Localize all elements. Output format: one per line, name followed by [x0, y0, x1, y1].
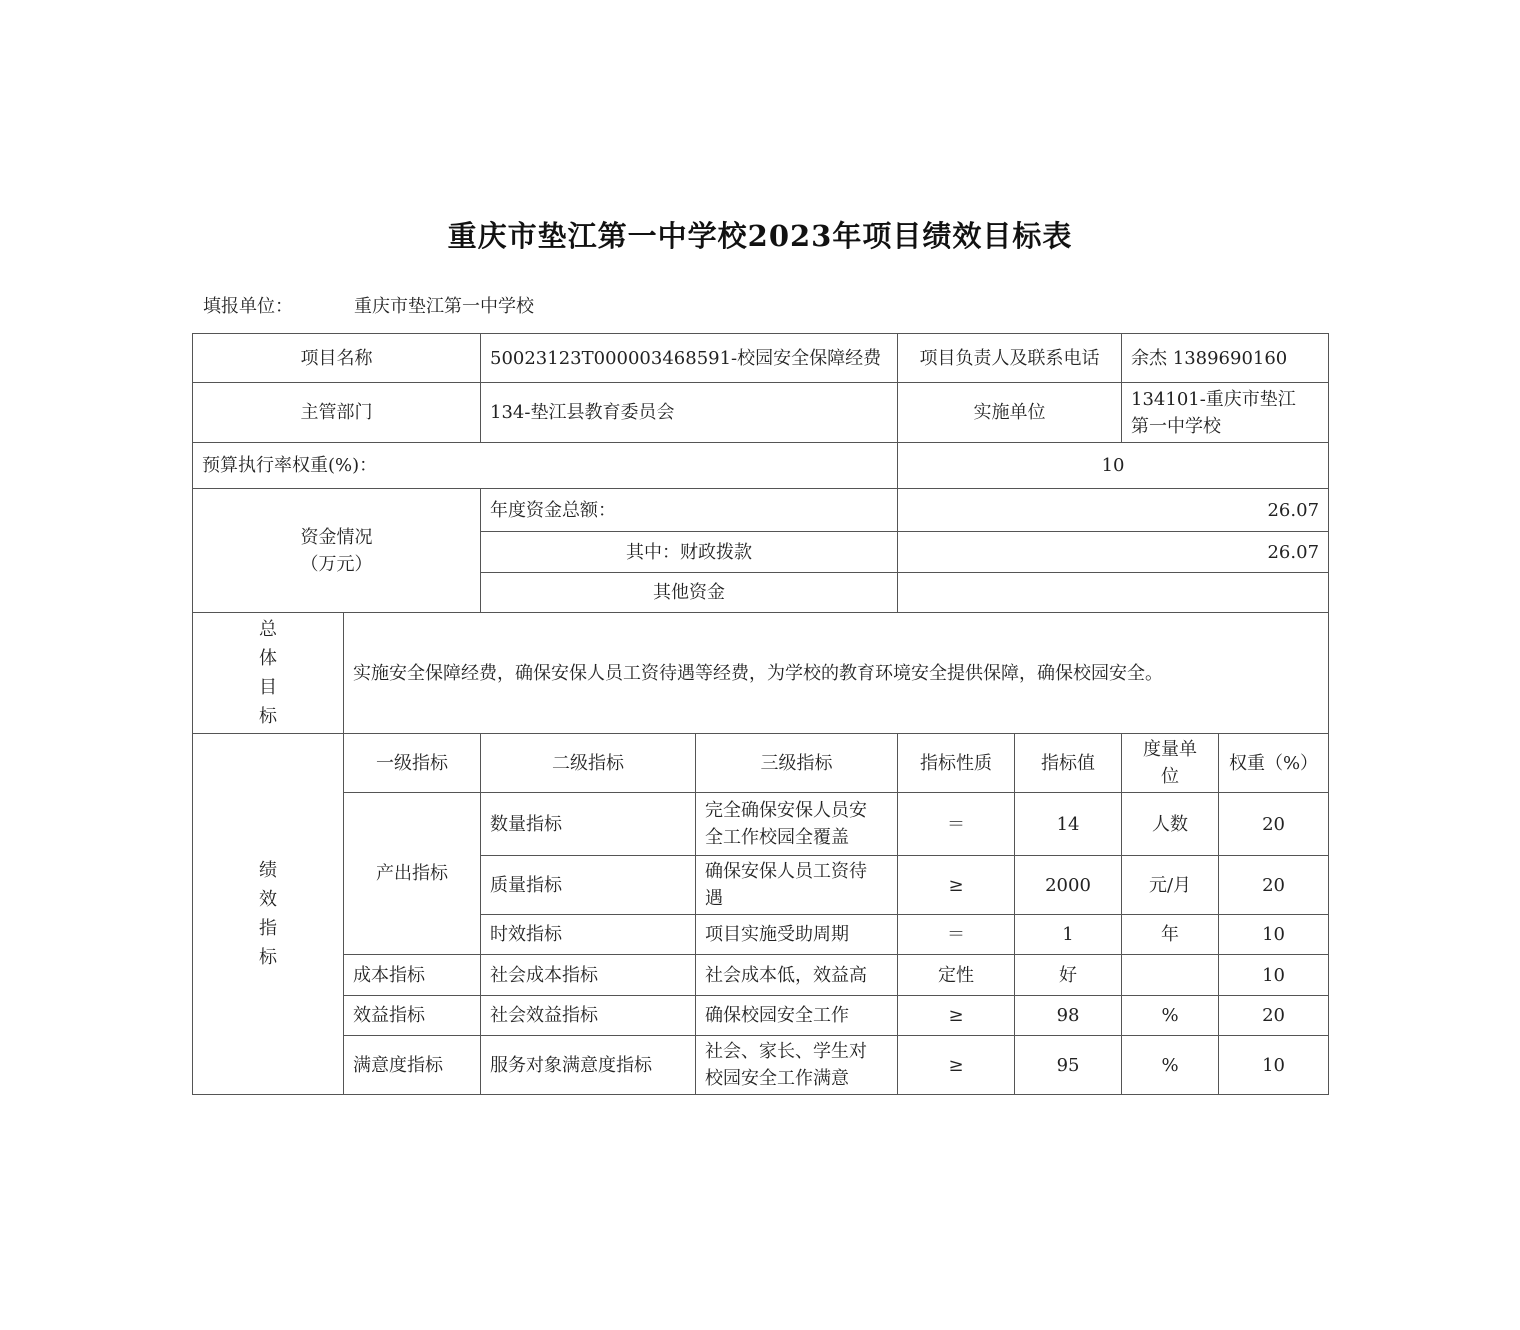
weight-cell: 20 — [1219, 856, 1329, 915]
level3-cell — [696, 856, 898, 915]
indicators-char: 标 — [259, 947, 277, 968]
performance-table — [192, 333, 1329, 1095]
department-row — [193, 383, 1329, 443]
table-row — [193, 1036, 1329, 1095]
funds-fiscal-value: 26.07 — [898, 532, 1329, 573]
page-title: 重庆市垫江第一中学校2023年项目绩效目标表 — [447, 219, 1073, 253]
project-contact-value: 余杰 1389690160 — [1122, 334, 1329, 383]
level2-cell: 服务对象满意度指标 — [481, 1036, 696, 1095]
fill-unit-value: 重庆市垫江第一中学校 — [354, 296, 534, 317]
unit-cell: 元/月 — [1122, 856, 1219, 915]
overall-goal-char: 总 — [259, 619, 277, 640]
header-unit-line1: 度量单 — [1143, 739, 1198, 760]
header-unit-line2: 位 — [1161, 766, 1180, 787]
project-name-label: 项目名称 — [193, 334, 481, 383]
weight-cell: 10 — [1219, 955, 1329, 996]
impl-unit-value-line1: 134101-重庆市垫江 — [1131, 388, 1296, 410]
unit-cell — [1122, 955, 1219, 996]
budget-weight-row — [193, 443, 1329, 489]
indicators-label — [193, 734, 344, 1095]
overall-goal-char: 体 — [259, 648, 277, 669]
header-value: 指标值 — [1015, 734, 1122, 793]
unit-cell: % — [1122, 1036, 1219, 1095]
impl-unit-value-line2: 第一中学校 — [1131, 415, 1222, 437]
nature-cell: ＝ — [898, 793, 1015, 856]
table-row — [193, 793, 1329, 856]
funds-other-value — [898, 573, 1329, 613]
level3-line2: 全工作校园全覆盖 — [705, 827, 849, 848]
level3-cell: 项目实施受助周期 — [696, 915, 898, 955]
indicators-header-row — [193, 734, 1329, 793]
table-row — [193, 955, 1329, 996]
nature-cell: ≥ — [898, 856, 1015, 915]
level3-cell — [696, 793, 898, 856]
level3-cell — [696, 1036, 898, 1095]
header-level3: 三级指标 — [696, 734, 898, 793]
funds-total-value: 26.07 — [898, 489, 1329, 532]
level3-line1: 确保安保人员工资待 — [705, 861, 867, 882]
level2-cell: 时效指标 — [481, 915, 696, 955]
weight-cell: 10 — [1219, 1036, 1329, 1095]
nature-cell: ≥ — [898, 996, 1015, 1036]
weight-cell: 20 — [1219, 793, 1329, 856]
funds-fiscal-label: 其中：财政拨款 — [481, 532, 898, 573]
level3-line2: 遇 — [705, 888, 723, 909]
overall-goal-char: 目 — [259, 677, 277, 698]
impl-unit-label: 实施单位 — [898, 383, 1122, 443]
value-cell: 98 — [1015, 996, 1122, 1036]
level3-cell: 确保校园安全工作 — [696, 996, 898, 1036]
level3-line1: 社会、家长、学生对 — [705, 1041, 867, 1062]
dept-label: 主管部门 — [193, 383, 481, 443]
level2-cell: 质量指标 — [481, 856, 696, 915]
funds-label-line2: （万元） — [300, 553, 373, 575]
impl-unit-value — [1122, 383, 1329, 443]
level1-cell: 成本指标 — [344, 955, 481, 996]
nature-cell: 定性 — [898, 955, 1015, 996]
header-level1: 一级指标 — [344, 734, 481, 793]
indicators-char: 效 — [259, 889, 277, 910]
nature-cell: ≥ — [898, 1036, 1015, 1095]
header-nature: 指标性质 — [898, 734, 1015, 793]
funds-total-label: 年度资金总额： — [481, 489, 898, 532]
indicators-char: 绩 — [259, 860, 277, 881]
nature-cell: ＝ — [898, 915, 1015, 955]
funds-label-line1: 资金情况 — [300, 526, 373, 548]
weight-cell: 10 — [1219, 915, 1329, 955]
header-unit — [1122, 734, 1219, 793]
value-cell: 好 — [1015, 955, 1122, 996]
dept-value: 134-垫江县教育委员会 — [481, 383, 898, 443]
level2-cell: 社会效益指标 — [481, 996, 696, 1036]
budget-weight-label: 预算执行率权重(%)： — [193, 443, 898, 489]
unit-cell: 人数 — [1122, 793, 1219, 856]
fill-unit-label: 填报单位： — [203, 296, 293, 317]
value-cell: 14 — [1015, 793, 1122, 856]
unit-cell: % — [1122, 996, 1219, 1036]
indicators-char: 指 — [259, 918, 277, 939]
level2-cell: 数量指标 — [481, 793, 696, 856]
weight-cell: 20 — [1219, 996, 1329, 1036]
funds-other-label: 其他资金 — [481, 573, 898, 613]
value-cell: 95 — [1015, 1036, 1122, 1095]
project-name-value: 50023123T000003468591-校园安全保障经费 — [481, 334, 898, 383]
project-name-row — [193, 334, 1329, 383]
value-cell: 2000 — [1015, 856, 1122, 915]
level1-cell: 满意度指标 — [344, 1036, 481, 1095]
level2-cell: 社会成本指标 — [481, 955, 696, 996]
unit-cell: 年 — [1122, 915, 1219, 955]
header-weight: 权重（%） — [1219, 734, 1329, 793]
overall-goal-char: 标 — [259, 706, 277, 727]
overall-goal-text: 实施安全保障经费，确保安保人员工资待遇等经费，为学校的教育环境安全提供保障，确保校园安全。 — [344, 613, 1329, 734]
overall-goal-row — [193, 613, 1329, 734]
overall-goal-label — [193, 613, 344, 734]
funds-label — [193, 489, 481, 613]
level3-cell: 社会成本低，效益高 — [696, 955, 898, 996]
project-contact-label: 项目负责人及联系电话 — [898, 334, 1122, 383]
output-indicator-label: 产出指标 — [344, 793, 481, 955]
level1-cell: 效益指标 — [344, 996, 481, 1036]
level3-line2: 校园安全工作满意 — [705, 1068, 849, 1089]
funds-total-row — [193, 489, 1329, 532]
budget-weight-value: 10 — [898, 443, 1329, 489]
header-level2: 二级指标 — [481, 734, 696, 793]
value-cell: 1 — [1015, 915, 1122, 955]
level3-line1: 完全确保安保人员安 — [705, 800, 867, 821]
table-row — [193, 996, 1329, 1036]
